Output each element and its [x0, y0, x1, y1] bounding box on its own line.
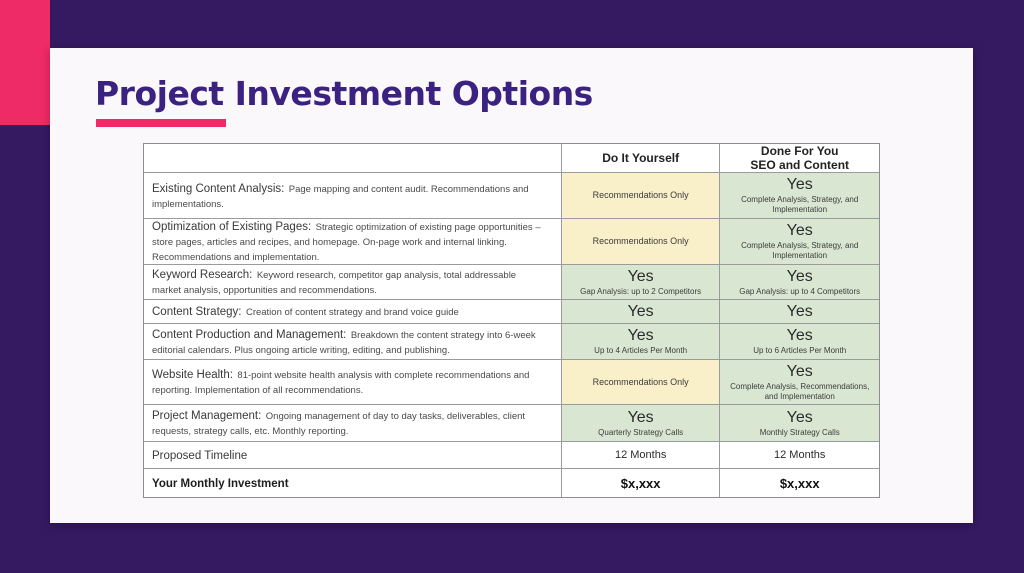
cell-subvalue: Quarterly Strategy Calls: [598, 427, 684, 437]
column-header-label: Do It Yourself: [602, 151, 680, 165]
table-row-project-management: [144, 405, 879, 442]
row-description-cell: [144, 265, 562, 299]
dfy-cell: [720, 442, 879, 468]
column-header-done-for-you: [720, 144, 879, 172]
cell-value: Recommendations Only: [592, 376, 689, 387]
table-row-website-health: [144, 360, 879, 405]
table-row-content-strategy: [144, 300, 879, 324]
row-description-cell: [144, 173, 562, 218]
cell-subvalue: Complete Analysis, Strategy, and Implementation: [741, 195, 859, 214]
diy-cell: [562, 360, 721, 404]
cell-subvalue: Monthly Strategy Calls: [759, 427, 840, 437]
diy-cell: [562, 405, 721, 441]
table-row-proposed-timeline: [144, 442, 879, 469]
dfy-cell: [720, 360, 879, 404]
row-description: Page mapping and content audit. Recommendations and implementations.: [152, 183, 529, 210]
row-label: Content Production and Management:: [152, 328, 347, 341]
cell-value: $x,xxx: [779, 475, 820, 491]
header-empty-cell: [144, 144, 562, 172]
row-description: Breakdown the content strategy into 6-week editorial calendars. Plus ongoing article writing, editing, and publishing.: [152, 329, 536, 356]
dfy-cell: [720, 469, 879, 497]
row-description: Ongoing management of day to day tasks, deliverables, client requests, strategy calls, etc. Monthly reporting.: [152, 411, 526, 437]
comparison-table: [143, 143, 880, 498]
column-header-do-it-yourself: [562, 144, 721, 172]
cell-value: $x,xxx: [620, 475, 661, 491]
table-row-optimization-existing-pages: [144, 219, 879, 265]
cell-value: Yes: [786, 302, 813, 320]
cell-value: Yes: [786, 362, 813, 380]
title-underline: [96, 119, 226, 127]
dfy-cell: [720, 300, 879, 323]
cell-value: Yes: [786, 176, 813, 193]
dfy-cell: [720, 265, 879, 299]
row-label: Existing Content Analysis:: [152, 182, 285, 195]
row-label: Content Strategy:: [152, 306, 242, 318]
diy-cell: [562, 173, 721, 218]
row-description-cell: [144, 442, 562, 468]
cell-value: Yes: [627, 327, 654, 344]
cell-value: Recommendations Only: [592, 236, 689, 246]
row-description: 81-point website health analysis with complete recommendations and reporting. Implementation of all recommendations.: [152, 370, 530, 396]
row-description-cell: [144, 219, 562, 264]
cell-subvalue: Gap Analysis: up to 4 Competitors: [739, 286, 861, 296]
row-label: Project Management:: [152, 410, 262, 422]
row-label: Website Health:: [152, 369, 233, 381]
cell-value: 12 Months: [614, 449, 667, 461]
diy-cell: [562, 265, 721, 299]
cell-subvalue: Complete Analysis, Recommendations, and Implementation: [730, 381, 870, 401]
cell-value: Yes: [786, 408, 813, 426]
cell-subvalue: Up to 6 Articles Per Month: [753, 346, 847, 355]
cell-value: Yes: [627, 408, 654, 426]
page-title: Project Investment Options: [95, 74, 593, 113]
table-header-row: [144, 144, 879, 173]
column-header-label-line2: SEO and Content: [750, 158, 850, 172]
table-row-content-production-management: [144, 324, 879, 360]
row-description-cell: [144, 324, 562, 359]
dfy-cell: [720, 173, 879, 218]
table-row-monthly-investment: [144, 469, 879, 497]
row-label: Keyword Research:: [152, 269, 253, 281]
slide-content-area: [50, 48, 973, 523]
row-description-cell: [144, 360, 562, 404]
cell-value: 12 Months: [774, 449, 826, 461]
pink-accent-block: [0, 0, 50, 125]
cell-subvalue: Up to 4 Articles Per Month: [594, 346, 688, 355]
cell-value: Yes: [627, 267, 654, 285]
cell-value: Yes: [786, 222, 813, 239]
cell-subvalue: Gap Analysis: up to 2 Competitors: [580, 286, 702, 296]
cell-value: Yes: [786, 327, 813, 344]
column-header-label-line1: Done For You: [760, 144, 839, 158]
table-row-keyword-research: [144, 265, 879, 300]
cell-value: Recommendations Only: [592, 190, 689, 200]
row-description: Creation of content strategy and brand voice guide: [245, 307, 459, 318]
row-description-cell: [144, 469, 562, 497]
row-label: Optimization of Existing Pages:: [152, 221, 312, 233]
row-description-cell: [144, 300, 562, 323]
dfy-cell: [720, 219, 879, 264]
diy-cell: [562, 469, 721, 497]
row-description: Strategic optimization of existing page opportunities – store pages, articles and recipes, and homepage. On-page work and internal linking. Recommendations and implementation.: [152, 222, 541, 263]
cell-value: Yes: [786, 267, 813, 285]
dfy-cell: [720, 405, 879, 441]
row-label: Proposed Timeline: [152, 449, 248, 462]
row-description: Keyword research, competitor gap analysis, total addressable market analysis, opportunities and recommendations.: [152, 270, 517, 296]
table-row-existing-content-analysis: [144, 173, 879, 219]
diy-cell: [562, 442, 721, 468]
row-label: Your Monthly Investment: [152, 477, 289, 490]
diy-cell: [562, 300, 721, 323]
cell-subvalue: Complete Analysis, Strategy, and Implementation: [741, 241, 859, 260]
diy-cell: [562, 324, 721, 359]
diy-cell: [562, 219, 721, 264]
row-description-cell: [144, 405, 562, 441]
dfy-cell: [720, 324, 879, 359]
cell-value: Yes: [627, 302, 654, 320]
